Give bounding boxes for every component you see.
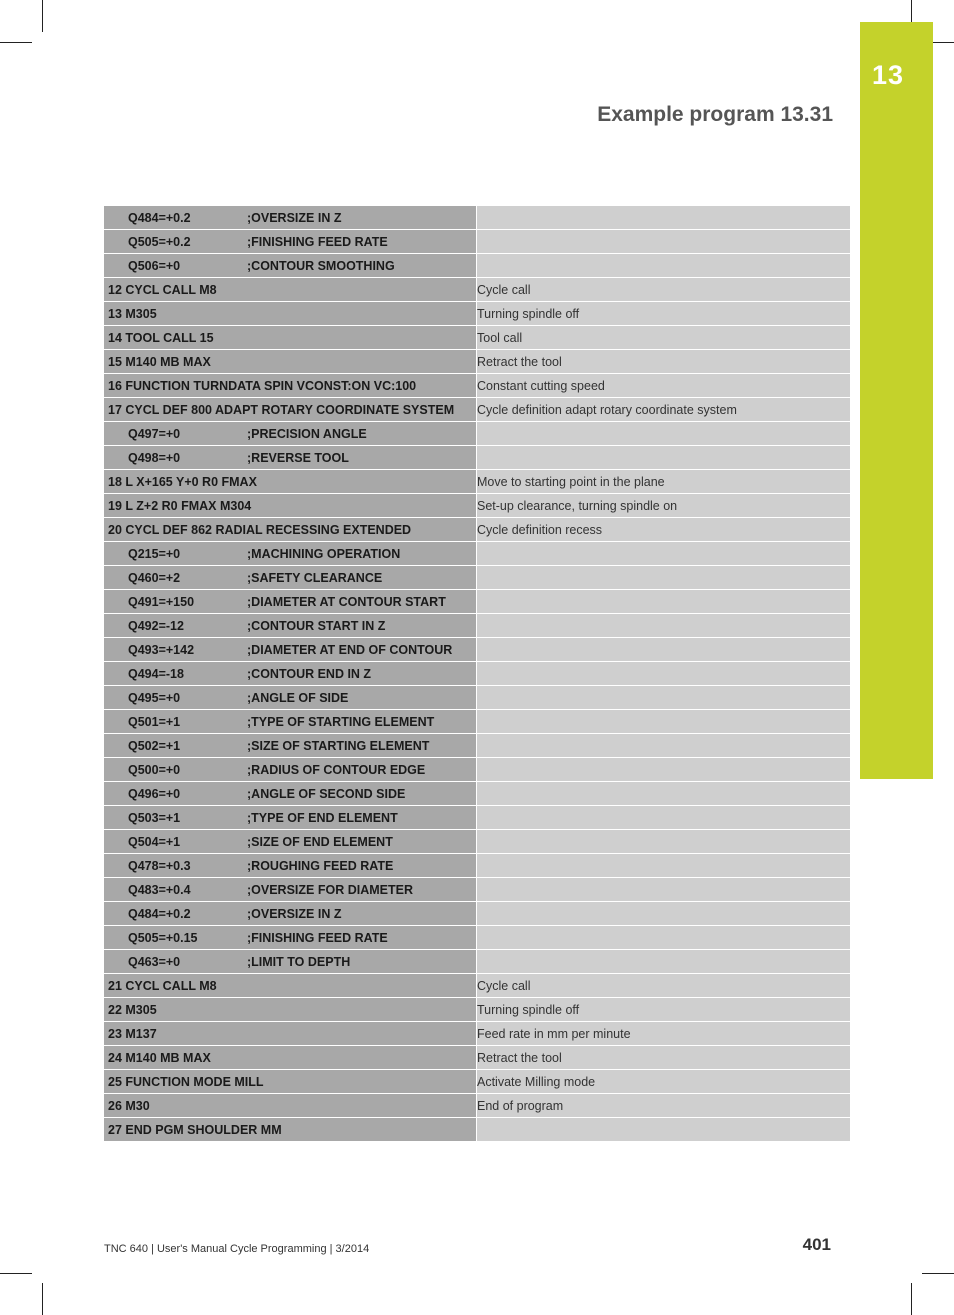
description-cell [477,878,851,902]
table-row [104,638,850,662]
cycle-parameter: Q506=+0 [128,258,181,273]
nc-block: 26 M30 [108,1098,150,1113]
code-cell [104,758,477,782]
cycle-parameter: Q496=+0 [128,786,181,801]
table-row [104,206,850,230]
nc-block: 15 M140 MB MAX [108,354,211,369]
code-cell [104,998,477,1022]
description-cell: Activate Milling mode [477,1070,851,1094]
table-row [104,686,850,710]
cycle-parameter: Q215=+0 [128,546,181,561]
description-cell: Cycle call [477,278,851,302]
parameter-comment: ;DIAMETER AT CONTOUR START [247,594,446,609]
code-cell [104,230,477,254]
description-cell [477,230,851,254]
nc-block: 18 L X+165 Y+0 R0 FMAX [108,474,257,489]
description-cell: End of program [477,1094,851,1118]
description-cell: Turning spindle off [477,302,851,326]
table-row [104,614,850,638]
parameter-comment: ;CONTOUR SMOOTHING [247,258,395,273]
code-cell [104,1046,477,1070]
description-cell: Tool call [477,326,851,350]
program-table [104,206,850,1142]
table-row [104,734,850,758]
code-cell [104,302,477,326]
description-cell [477,758,851,782]
table-row [104,902,850,926]
code-cell [104,254,477,278]
description-cell [477,710,851,734]
parameter-comment: ;FINISHING FEED RATE [247,234,388,249]
description-cell: Retract the tool [477,350,851,374]
parameter-comment: ;LIMIT TO DEPTH [247,954,351,969]
table-row [104,302,850,326]
parameter-comment: ;OVERSIZE FOR DIAMETER [247,882,413,897]
nc-block: 22 M305 [108,1002,157,1017]
table-row [104,542,850,566]
description-cell [477,254,851,278]
footer-text: TNC 640 | User's Manual Cycle Programming | 3/2014 [104,1243,370,1255]
nc-block: 25 FUNCTION MODE MILL [108,1074,264,1089]
table-row [104,350,850,374]
table-row [104,998,850,1022]
cycle-parameter: Q493=+142 [128,642,195,657]
code-cell [104,446,477,470]
code-cell [104,734,477,758]
code-cell [104,1094,477,1118]
code-cell [104,278,477,302]
code-cell [104,566,477,590]
parameter-comment: ;MACHINING OPERATION [247,546,401,561]
parameter-comment: ;FINISHING FEED RATE [247,930,388,945]
cycle-parameter: Q505=+0.15 [128,930,198,945]
table-row [104,1070,850,1094]
cycle-parameter: Q491=+150 [128,594,195,609]
parameter-comment: ;CONTOUR END IN Z [247,666,372,681]
parameter-comment: ;SIZE OF END ELEMENT [247,834,393,849]
cycle-parameter: Q492=-12 [128,618,184,633]
cycle-parameter: Q494=-18 [128,666,184,681]
description-cell [477,662,851,686]
code-cell [104,806,477,830]
nc-block: 16 FUNCTION TURNDATA SPIN VCONST:ON VC:100 [108,378,417,393]
code-cell [104,950,477,974]
cycle-parameter: Q484=+0.2 [128,210,191,225]
parameter-comment: ;ROUGHING FEED RATE [247,858,394,873]
cycle-parameter: Q483=+0.4 [128,882,191,897]
parameter-comment: ;CONTOUR START IN Z [247,618,386,633]
code-cell [104,926,477,950]
table-row [104,782,850,806]
table-row [104,518,850,542]
table-row [104,374,850,398]
code-cell [104,974,477,998]
cycle-parameter: Q460=+2 [128,570,181,585]
cycle-parameter: Q503=+1 [128,810,181,825]
table-row [104,470,850,494]
table-row [104,710,850,734]
code-cell [104,518,477,542]
parameter-comment: ;PRECISION ANGLE [247,426,367,441]
chapter-tab [860,22,933,779]
code-cell [104,422,477,446]
description-cell [477,590,851,614]
table-row [104,830,850,854]
parameter-comment: ;REVERSE TOOL [247,450,349,465]
description-cell [477,446,851,470]
table-row [104,1046,850,1070]
nc-block: 21 CYCL CALL M8 [108,978,217,993]
cycle-parameter: Q500=+0 [128,762,181,777]
nc-block: 13 M305 [108,306,157,321]
code-cell [104,494,477,518]
cycle-parameter: Q463=+0 [128,954,181,969]
table-row [104,278,850,302]
crop-mark [42,1283,43,1315]
code-cell [104,470,477,494]
crop-mark [0,42,32,43]
description-cell [477,686,851,710]
table-row [104,1118,850,1142]
nc-block: 20 CYCL DEF 862 RADIAL RECESSING EXTENDED [108,522,412,537]
table-row [104,230,850,254]
table-row [104,326,850,350]
description-cell [477,206,851,230]
table-row [104,950,850,974]
description-cell [477,542,851,566]
parameter-comment: ;ANGLE OF SIDE [247,690,349,705]
description-cell: Retract the tool [477,1046,851,1070]
nc-block: 17 CYCL DEF 800 ADAPT ROTARY COORDINATE SYSTEM [108,402,455,417]
code-cell [104,590,477,614]
section-title: Example program 13.31 [597,103,833,126]
table-row [104,806,850,830]
description-cell [477,1118,851,1142]
code-cell [104,350,477,374]
code-cell [104,638,477,662]
cycle-parameter: Q502=+1 [128,738,181,753]
nc-block: 12 CYCL CALL M8 [108,282,217,297]
parameter-comment: ;ANGLE OF SECOND SIDE [247,786,406,801]
cycle-parameter: Q498=+0 [128,450,181,465]
description-cell [477,806,851,830]
table-row [104,446,850,470]
description-cell: Cycle definition adapt rotary coordinate system [477,398,851,422]
code-cell [104,902,477,926]
cycle-parameter: Q495=+0 [128,690,181,705]
code-cell [104,854,477,878]
code-cell [104,686,477,710]
table-row [104,926,850,950]
table-row [104,422,850,446]
parameter-comment: ;SIZE OF STARTING ELEMENT [247,738,430,753]
cycle-parameter: Q484=+0.2 [128,906,191,921]
cycle-parameter: Q504=+1 [128,834,181,849]
description-cell: Move to starting point in the plane [477,470,851,494]
code-cell [104,1022,477,1046]
parameter-comment: ;RADIUS OF CONTOUR EDGE [247,762,426,777]
table-row [104,494,850,518]
description-cell: Turning spindle off [477,998,851,1022]
code-cell [104,206,477,230]
nc-block: 27 END PGM SHOULDER MM [108,1122,282,1137]
description-cell: Cycle call [477,974,851,998]
table-row [104,974,850,998]
code-cell [104,830,477,854]
code-cell [104,326,477,350]
crop-mark [0,1273,32,1274]
parameter-comment: ;TYPE OF END ELEMENT [247,810,398,825]
code-cell [104,1118,477,1142]
description-cell: Feed rate in mm per minute [477,1022,851,1046]
code-cell [104,710,477,734]
table-row [104,1022,850,1046]
parameter-comment: ;SAFETY CLEARANCE [247,570,383,585]
parameter-comment: ;OVERSIZE IN Z [247,210,342,225]
description-cell [477,950,851,974]
code-cell [104,398,477,422]
description-cell [477,614,851,638]
parameter-comment: ;OVERSIZE IN Z [247,906,342,921]
description-cell [477,422,851,446]
table-row [104,254,850,278]
code-cell [104,662,477,686]
table-row [104,566,850,590]
description-cell [477,902,851,926]
description-cell: Set-up clearance, turning spindle on [477,494,851,518]
page-number: 401 [802,1235,831,1254]
nc-block: 19 L Z+2 R0 FMAX M304 [108,498,252,513]
cycle-parameter: Q497=+0 [128,426,181,441]
cycle-parameter: Q501=+1 [128,714,181,729]
table-row [104,758,850,782]
cycle-parameter: Q505=+0.2 [128,234,191,249]
chapter-number: 13 [872,60,905,90]
description-cell [477,854,851,878]
crop-mark [911,1283,912,1315]
crop-mark [42,0,43,32]
nc-block: 14 TOOL CALL 15 [108,330,214,345]
description-cell [477,782,851,806]
parameter-comment: ;DIAMETER AT END OF CONTOUR [247,642,453,657]
table-row [104,662,850,686]
nc-block: 24 M140 MB MAX [108,1050,211,1065]
code-cell [104,878,477,902]
description-cell [477,830,851,854]
description-cell [477,566,851,590]
table-row [104,1094,850,1118]
table-row [104,398,850,422]
cycle-parameter: Q478=+0.3 [128,858,191,873]
table-row [104,590,850,614]
code-cell [104,542,477,566]
description-cell: Cycle definition recess [477,518,851,542]
code-cell [104,614,477,638]
description-cell [477,638,851,662]
code-cell [104,782,477,806]
table-row [104,854,850,878]
nc-block: 23 M137 [108,1026,157,1041]
code-cell [104,374,477,398]
code-cell [104,1070,477,1094]
description-cell: Constant cutting speed [477,374,851,398]
description-cell [477,926,851,950]
parameter-comment: ;TYPE OF STARTING ELEMENT [247,714,435,729]
table-row [104,878,850,902]
description-cell [477,734,851,758]
crop-mark [922,1273,954,1274]
